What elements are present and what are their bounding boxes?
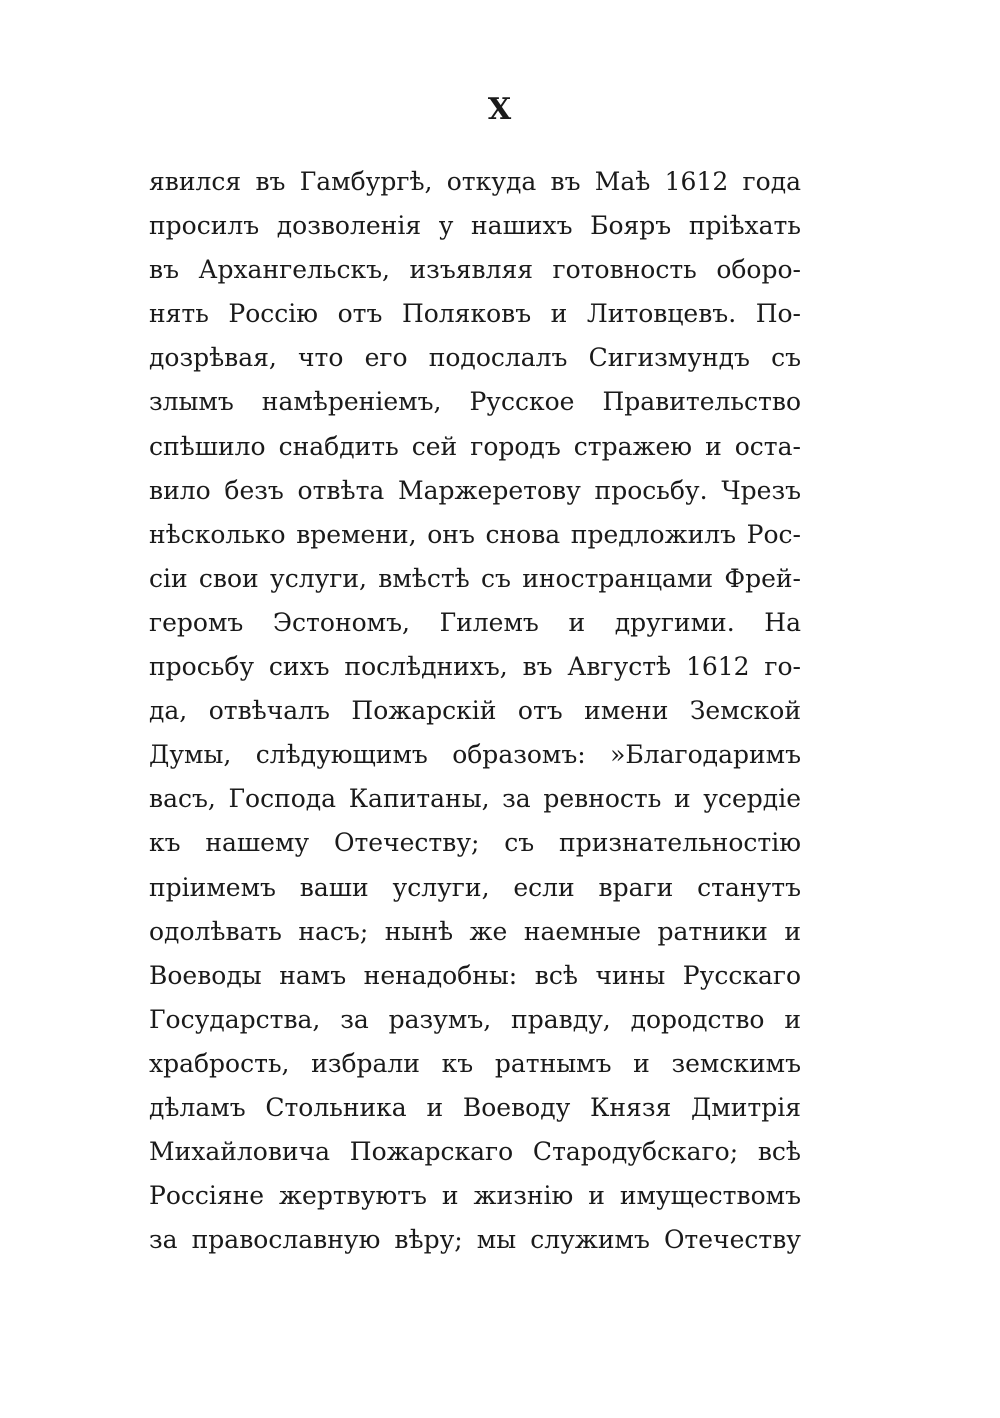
text-line: да, отвѣчалъ Пожарскій отъ имени Земской [149, 696, 801, 726]
text-line: пріимемъ ваши услуги, если враги станутъ [149, 872, 801, 902]
text-line: къ нашему Отечеству; съ признательностію [149, 828, 801, 858]
text-line: сіи свои услуги, вмѣстѣ съ иностранцами Фрей- [149, 563, 801, 593]
text-line: явился въ Гамбургѣ, откуда въ Маѣ 1612 года [149, 167, 801, 196]
text-line: Думы, слѣдующимъ образомъ: »Благодаримъ [149, 740, 801, 770]
text-line: просилъ дозволенія у нашихъ Бояръ пріѣхать [149, 211, 801, 241]
text-line: одолѣвать насъ; нынѣ же наемные ратники и [149, 916, 801, 946]
text-line: геромъ Эстономъ, Гилемъ и другими. На [149, 607, 801, 637]
text-line: васъ, Господа Капитаны, за ревность и усердіе [149, 784, 801, 814]
text-line: Михайловича Пожарскаго Стародубскаго; всѣ [149, 1137, 801, 1167]
text-line: въ Архангельскъ, изъявляя готовность оборо- [149, 255, 801, 285]
text-line: злымъ намѣреніемъ, Русское Правительство [149, 387, 801, 417]
body-text [149, 160, 801, 1262]
text-line: нѣсколько времени, онъ снова предложилъ Рос- [149, 519, 801, 549]
text-line: просьбу сихъ послѣднихъ, въ Августѣ 1612 го- [149, 652, 801, 682]
text-line: за православную вѣру; мы служимъ Отечеству [149, 1225, 801, 1255]
text-line: храбрость, избрали къ ратнымъ и земскимъ [149, 1048, 801, 1078]
text-line: спѣшило снабдить сей городъ стражею и оста- [149, 431, 801, 461]
text-line: нять Россію отъ Поляковъ и Литовцевъ. По- [149, 299, 801, 329]
text-line: вило безъ отвѣта Маржеретову просьбу. Чрезъ [149, 475, 801, 505]
text-line: Воеводы намъ ненадобны: всѣ чины Русскаго [149, 960, 801, 990]
text-line: дозрѣвая, что его подослалъ Сигизмундъ съ [149, 343, 801, 373]
text-line: Россіяне жертвуютъ и жизнію и имуществомъ [149, 1181, 801, 1211]
text-line: Государства, за разумъ, правду, дородство и [149, 1004, 801, 1034]
page-number: X [487, 92, 513, 127]
text-line: дѣламъ Стольника и Воеводу Князя Дмитрія [149, 1092, 801, 1122]
